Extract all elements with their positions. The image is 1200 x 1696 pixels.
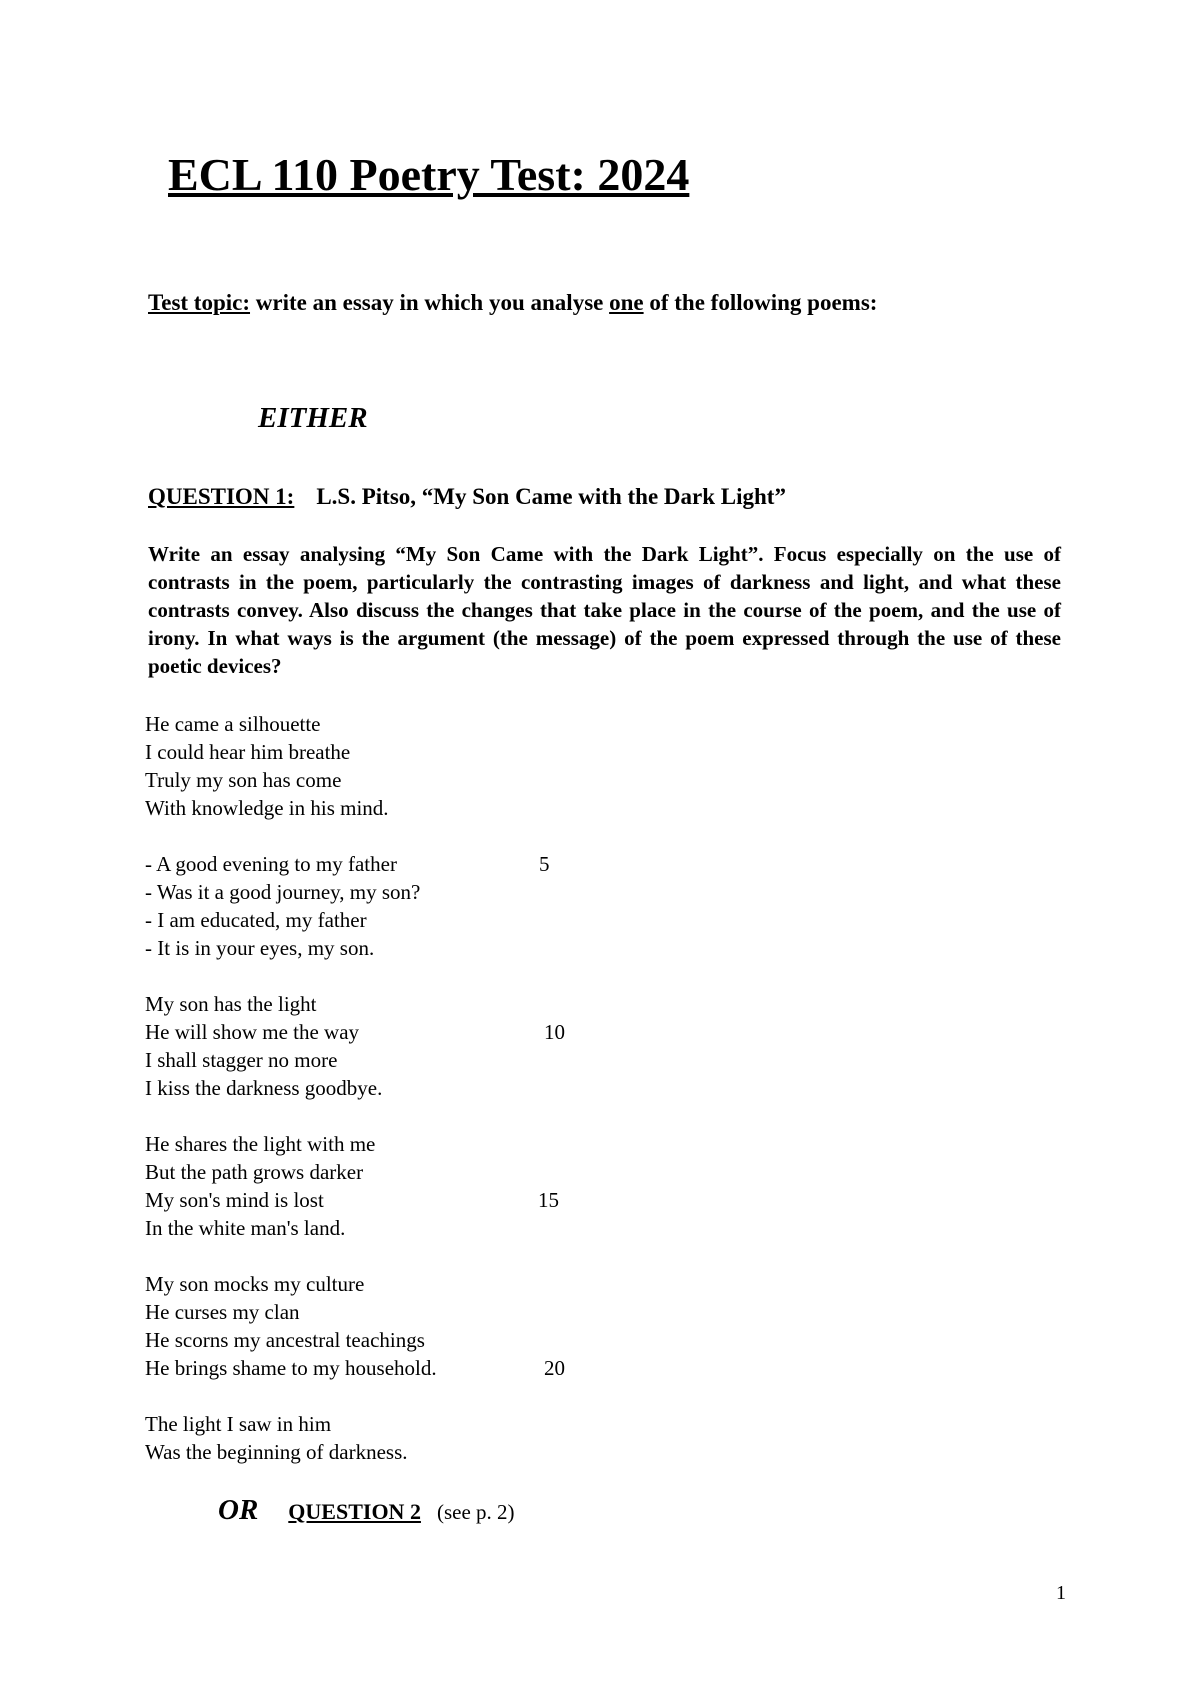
poem-line: I kiss the darkness goodbye. xyxy=(145,1076,383,1100)
poem-line: - I am educated, my father xyxy=(145,908,367,932)
or-word: OR xyxy=(218,1494,259,1526)
poem-line: He shares the light with me xyxy=(145,1132,376,1156)
poem-stanza-2 xyxy=(145,850,550,962)
poem-line-15 xyxy=(145,1186,559,1214)
topic-text-after: of the following poems: xyxy=(649,290,878,315)
poem-line: He curses my clan xyxy=(145,1300,300,1324)
poem xyxy=(145,710,565,1466)
question-1-instructions: Write an essay analysing “My Son Came with the Dark Light”. Focus especially on the use of contrasts in the poem, particularly the contrasting images of darkness and light, and what these contrasts convey. Also discuss the changes that take place in the course of the poem, and the use of irony. In what ways is the argument (the message) of the poem expressed through the use of these poetic devices? xyxy=(148,542,1061,678)
poem-stanza-4 xyxy=(145,1130,559,1242)
poem-line-20 xyxy=(145,1354,565,1382)
page-title: ECL 110 Poetry Test: 2024 xyxy=(168,149,690,200)
line-number-5: 5 xyxy=(539,852,550,876)
see-page-note: (see p. 2) xyxy=(436,1500,515,1524)
poem-line: Truly my son has come xyxy=(145,768,342,792)
or-question-2 xyxy=(218,1496,515,1525)
poem-line: I shall stagger no more xyxy=(145,1048,338,1072)
topic-text-before: write an essay in which you analyse xyxy=(255,290,604,315)
question-1-heading xyxy=(148,484,786,510)
poem-line: - Was it a good journey, my son? xyxy=(145,880,421,904)
poem-line: With knowledge in his mind. xyxy=(145,796,389,820)
poem-line: My son has the light xyxy=(145,992,317,1016)
poem-line: My son mocks my culture xyxy=(145,1272,365,1296)
poem-line: I could hear him breathe xyxy=(145,740,351,764)
line-number-20: 20 xyxy=(544,1356,565,1380)
poem-line: Was the beginning of darkness. xyxy=(145,1440,408,1464)
poem-line: He came a silhouette xyxy=(145,712,321,736)
poem-line: The light I saw in him xyxy=(145,1412,332,1436)
poem-line-text: - A good evening to my father xyxy=(145,852,397,876)
line-number-10: 10 xyxy=(544,1020,565,1044)
poem-stanza-3 xyxy=(145,990,565,1102)
poem-line-text: My son's mind is lost xyxy=(145,1188,324,1212)
topic-emphasis: one xyxy=(609,290,644,315)
either-heading: EITHER xyxy=(258,402,368,434)
poem-line: But the path grows darker xyxy=(145,1160,364,1184)
poem-line: He scorns my ancestral teachings xyxy=(145,1328,425,1352)
poem-stanza-6 xyxy=(145,1410,437,1466)
poem-line-5 xyxy=(145,850,550,878)
poem-line-text: He will show me the way xyxy=(145,1020,360,1044)
question-2-label: QUESTION 2 xyxy=(288,1499,421,1524)
test-topic xyxy=(148,290,877,316)
poem-stanza-1 xyxy=(145,710,437,822)
question-1-title: L.S. Pitso, “My Son Came with the Dark Light” xyxy=(316,484,786,509)
poem-line: - It is in your eyes, my son. xyxy=(145,936,375,960)
poem-line: In the white man's land. xyxy=(145,1216,346,1240)
line-number-15: 15 xyxy=(538,1188,559,1212)
poem-line-text: He brings shame to my household. xyxy=(145,1356,437,1380)
question-1-label: QUESTION 1: xyxy=(148,484,295,509)
page-number: 1 xyxy=(1056,1582,1066,1604)
topic-label: Test topic: xyxy=(148,290,251,315)
poem-stanza-5 xyxy=(145,1270,565,1382)
poem-line-10 xyxy=(145,1018,565,1046)
